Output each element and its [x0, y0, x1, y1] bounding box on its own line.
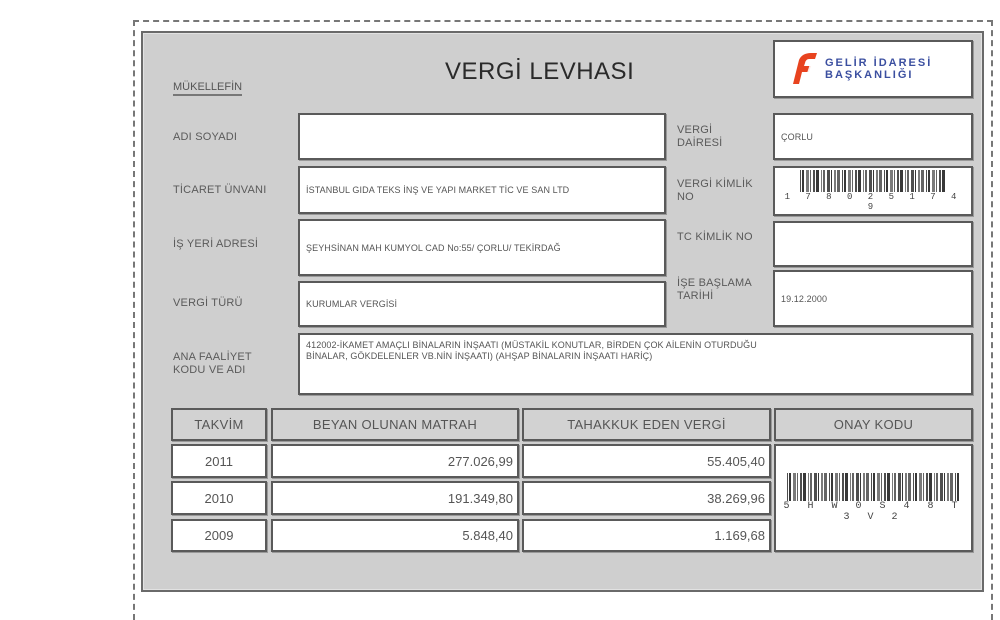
field-vergi-turu — [298, 281, 666, 327]
value-ticaret-unvani: İSTANBUL GIDA TEKS İNŞ VE YAPI MARKET TİC VE SAN LTD — [306, 185, 570, 195]
cell-matrah: 277.026,99 — [271, 444, 519, 478]
value-is-yeri-adresi: ŞEYHSİNAN MAH KUMYOL CAD No:55/ ÇORLU/ TEKİRDAĞ — [306, 242, 561, 253]
label-vergi-dairesi: VERGİ DAİRESİ — [677, 124, 723, 149]
gib-logo — [773, 40, 973, 98]
logo-text-line2: BAŞKANLIĞI — [825, 69, 914, 81]
document-title: VERGİ LEVHASI — [445, 58, 635, 85]
label-ana-faaliyet: ANA FAALİYET KODU VE ADI — [173, 351, 252, 376]
vkn-barcode — [800, 170, 947, 192]
value-vergi-turu: KURUMLAR VERGİSİ — [306, 299, 398, 309]
label-ticaret-unvani: TİCARET ÜNVANI — [173, 184, 267, 196]
cell-vergi: 1.169,68 — [522, 519, 771, 552]
field-vergi-kimlik-no — [773, 166, 973, 216]
field-adi-soyadi — [298, 113, 666, 160]
cell-matrah: 191.349,80 — [271, 481, 519, 515]
label-ise-baslama: İŞE BAŞLAMA TARİHİ — [677, 277, 752, 302]
cell-vergi: 55.405,40 — [522, 444, 771, 478]
section-label-mukellef: MÜKELLEFİN — [173, 81, 242, 96]
cell-year: 2010 — [171, 481, 267, 515]
label-vergi-turu: VERGİ TÜRÜ — [173, 297, 243, 309]
header-takvim: TAKVİM — [171, 408, 267, 441]
cell-onay-kodu — [774, 444, 973, 552]
header-onay-kodu: ONAY KODU — [774, 408, 973, 441]
value-ana-faaliyet-line2: BİNALAR, GÖKDELENLER VB.NİN İNŞAATI) (AHŞAP BİNALARIN İNŞAATI HARİÇ) — [306, 351, 653, 361]
field-vergi-dairesi — [773, 113, 973, 160]
cell-year: 2009 — [171, 519, 267, 552]
field-is-yeri-adresi — [298, 219, 666, 276]
field-ana-faaliyet — [298, 333, 973, 395]
cell-year: 2011 — [171, 444, 267, 478]
label-tc-kimlik-no: TC KİMLİK NO — [677, 231, 753, 243]
value-ise-baslama: 19.12.2000 — [781, 293, 828, 304]
cell-matrah: 5.848,40 — [271, 519, 519, 552]
value-vergi-dairesi: ÇORLU — [781, 131, 814, 142]
onay-barcode — [787, 473, 961, 501]
gib-logo-icon — [789, 52, 819, 86]
field-ticaret-unvani — [298, 166, 666, 214]
label-adi-soyadi: ADI SOYADI — [173, 131, 238, 143]
label-is-yeri-adresi: İŞ YERİ ADRESİ — [173, 238, 259, 250]
value-ana-faaliyet-line1: 412002-İKAMET AMAÇLI BİNALARIN İNŞAATI (MÜSTAKİL KONUTLAR, BİRDEN ÇOK AİLENİN OTURDUĞU — [306, 340, 757, 350]
value-vergi-kimlik-no: 1 7 8 0 2 5 1 7 4 9 — [784, 192, 962, 212]
value-onay-kodu: 5 H W 0 S 4 8 T 3 V 2 — [783, 501, 964, 523]
cell-vergi: 38.269,96 — [522, 481, 771, 515]
label-vergi-kimlik-no: VERGİ KİMLİK NO — [677, 178, 753, 203]
logo-text-line1: GELİR İDARESİ — [825, 57, 933, 69]
header-tahakkuk: TAHAKKUK EDEN VERGİ — [522, 408, 771, 441]
header-matrah: BEYAN OLUNAN MATRAH — [271, 408, 519, 441]
field-tc-kimlik-no — [773, 221, 973, 267]
field-ise-baslama — [773, 270, 973, 327]
